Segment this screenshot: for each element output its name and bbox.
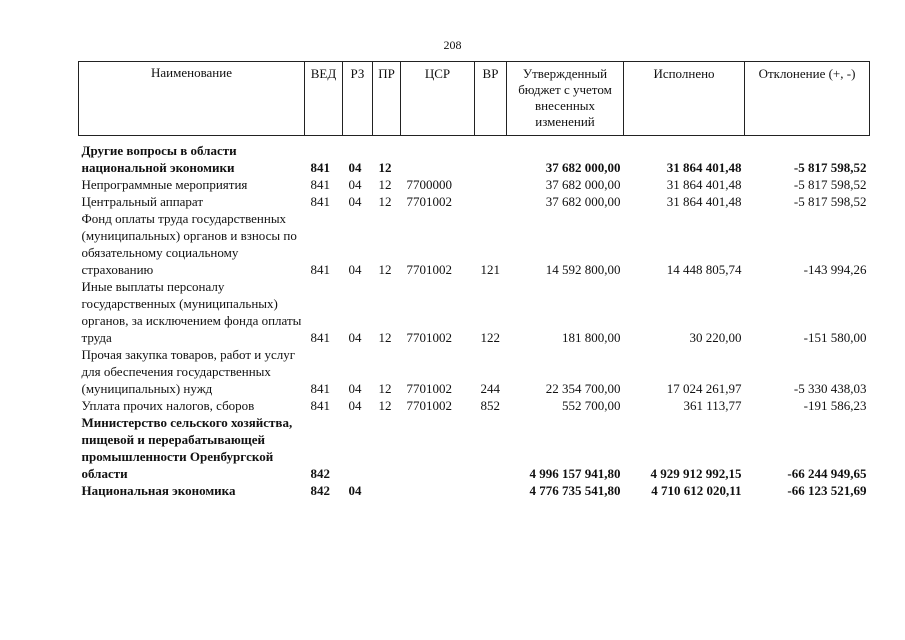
table-row	[79, 210, 870, 278]
cell-ved: 841	[310, 330, 330, 345]
cell-rz: 04	[348, 262, 362, 277]
cell-name: Национальная экономика	[81, 483, 236, 498]
cell-ved: 841	[310, 194, 330, 209]
header-executed: Исполнено	[624, 62, 745, 136]
cell-name: Уплата прочих налогов, сборов	[81, 398, 255, 413]
cell-deviation: -5 817 598,52	[793, 177, 867, 192]
cell-approved: 37 682 000,00	[545, 194, 621, 209]
cell-deviation: -191 586,23	[803, 398, 867, 413]
cell-vr	[475, 176, 507, 193]
cell-executed: 4 710 612 020,11	[651, 483, 742, 498]
cell-name: Прочая закупка товаров, работ и услуг для обеспечения государственных (муниципальных) нужд	[81, 347, 296, 396]
cell-csr: 7701002	[406, 194, 452, 209]
cell-rz: 04	[348, 177, 362, 192]
cell-vr: 122	[480, 330, 500, 345]
cell-pr: 12	[378, 194, 392, 209]
cell-pr: 12	[378, 262, 392, 277]
cell-executed: 17 024 261,97	[666, 381, 742, 396]
header-vr: ВР	[475, 62, 507, 136]
cell-deviation: -151 580,00	[803, 330, 867, 345]
header-csr: ЦСР	[401, 62, 475, 136]
cell-csr: 7701002	[406, 330, 452, 345]
cell-deviation: -66 244 949,65	[787, 466, 867, 481]
cell-approved: 4 996 157 941,80	[529, 466, 621, 481]
header-ved: ВЕД	[305, 62, 343, 136]
cell-vr	[475, 136, 507, 177]
cell-ved: 841	[310, 160, 330, 175]
cell-ved: 841	[310, 381, 330, 396]
cell-pr	[373, 414, 401, 482]
cell-name: Фонд оплаты труда государственных (муниципальных) органов и взносы по обязательному социальному страхованию	[81, 211, 297, 277]
cell-approved: 37 682 000,00	[545, 160, 621, 175]
budget-table-container	[78, 61, 869, 499]
cell-deviation: -5 817 598,52	[793, 194, 867, 209]
cell-approved: 37 682 000,00	[545, 177, 621, 192]
cell-csr: 7701002	[406, 398, 452, 413]
cell-approved: 22 354 700,00	[545, 381, 621, 396]
cell-deviation: -66 123 521,69	[787, 483, 867, 498]
table-header	[79, 62, 870, 136]
cell-rz: 04	[348, 483, 362, 498]
cell-approved: 181 800,00	[562, 330, 621, 345]
cell-csr	[401, 136, 475, 177]
cell-rz: 04	[348, 194, 362, 209]
table-row	[79, 397, 870, 414]
cell-pr	[373, 482, 401, 499]
table-row	[79, 176, 870, 193]
table-row	[79, 482, 870, 499]
cell-pr: 12	[378, 160, 392, 175]
cell-vr: 121	[480, 262, 500, 277]
cell-executed: 30 220,00	[689, 330, 742, 345]
cell-csr: 7700000	[406, 177, 452, 192]
cell-pr: 12	[378, 381, 392, 396]
cell-name: Министерство сельского хозяйства, пищевой и перерабатывающей промышленности Оренбургской области	[81, 415, 293, 481]
cell-executed: 4 929 912 992,15	[650, 466, 742, 481]
header-deviation: Отклонение (+, -)	[745, 62, 870, 136]
header-rz: РЗ	[343, 62, 373, 136]
table-row	[79, 414, 870, 482]
header-name: Наименование	[79, 62, 305, 136]
cell-vr: 852	[480, 398, 500, 413]
cell-name: Иные выплаты персоналу государственных (муниципальных) органов, за исключением фонда оплаты труда	[81, 279, 302, 345]
cell-deviation: -143 994,26	[803, 262, 867, 277]
cell-approved: 552 700,00	[562, 398, 621, 413]
cell-vr	[475, 482, 507, 499]
cell-rz: 04	[348, 160, 362, 175]
cell-csr: 7701002	[406, 262, 452, 277]
cell-deviation: -5 817 598,52	[793, 160, 867, 175]
cell-rz	[343, 414, 373, 482]
cell-ved: 842	[310, 466, 330, 481]
cell-executed: 31 864 401,48	[666, 160, 742, 175]
cell-name: Центральный аппарат	[81, 194, 204, 209]
cell-executed: 361 113,77	[683, 398, 742, 413]
cell-csr	[401, 482, 475, 499]
cell-name: Непрограммные мероприятия	[81, 177, 248, 192]
table-row	[79, 193, 870, 210]
page-number: 208	[443, 38, 462, 52]
cell-csr	[401, 414, 475, 482]
cell-ved: 841	[310, 177, 330, 192]
header-pr: ПР	[373, 62, 401, 136]
cell-executed: 14 448 805,74	[666, 262, 742, 277]
cell-ved: 842	[310, 483, 330, 498]
table-row	[79, 346, 870, 397]
cell-vr: 244	[480, 381, 500, 396]
cell-pr: 12	[378, 177, 392, 192]
header-approved: Утвержденный бюджет с учетом внесенных изменений	[507, 62, 624, 136]
table-row	[79, 278, 870, 346]
cell-pr: 12	[378, 330, 392, 345]
cell-name: Другие вопросы в области национальной экономики	[81, 143, 237, 175]
cell-ved: 841	[310, 398, 330, 413]
cell-executed: 31 864 401,48	[666, 194, 742, 209]
cell-approved: 14 592 800,00	[545, 262, 621, 277]
cell-csr: 7701002	[406, 381, 452, 396]
table-row	[79, 136, 870, 177]
cell-approved: 4 776 735 541,80	[529, 483, 621, 498]
cell-pr: 12	[378, 398, 392, 413]
cell-rz: 04	[348, 398, 362, 413]
cell-vr	[475, 414, 507, 482]
budget-execution-table	[78, 61, 870, 499]
cell-rz: 04	[348, 381, 362, 396]
cell-rz: 04	[348, 330, 362, 345]
cell-executed: 31 864 401,48	[666, 177, 742, 192]
cell-deviation: -5 330 438,03	[793, 381, 867, 396]
table-body	[79, 136, 870, 500]
cell-ved: 841	[310, 262, 330, 277]
cell-vr	[475, 193, 507, 210]
